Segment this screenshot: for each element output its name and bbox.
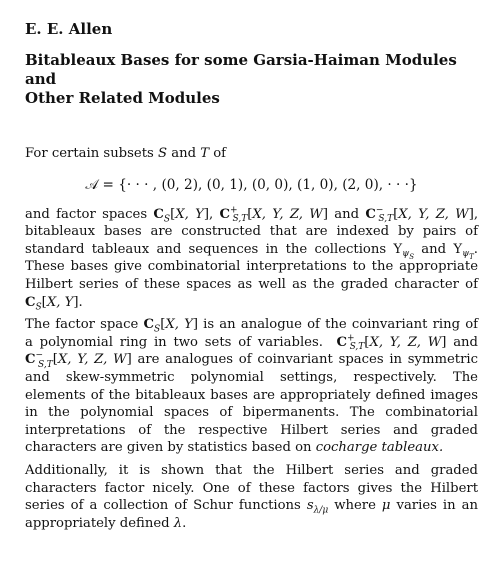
- title-line-2: Other Related Modules: [25, 89, 220, 107]
- paper-title: [25, 51, 478, 108]
- title-line-1: Bitableaux Bases for some Garsia-Haiman Modules and: [25, 51, 457, 88]
- paragraph-1: and factor spaces $C_S[X$, Y], $C^+_{S,T}[X$, Y, Z, W] and $C^-_{S,T}[X$, Y, Z, W], bitableaux bases are constructed that are indexed by pairs of standard tableaux and sequences in the collections $\Upsilon_{\psi_S}$ and $\Upsilon_{\psi_T}$. These bases give combinatorial interpretations to the appropriate Hilbert series of these spaces as well as the graded character of $C_S[X$, Y].: [25, 205, 479, 313]
- author-name: E. E. Allen: [25, 20, 113, 38]
- set-equation: 𝒜 = {· · · , (0, 2), (0, 1), (0, 0), (1, 0), (2, 0), · · ·}: [85, 176, 418, 193]
- paragraph-2: The factor space $C_S[X$, Y] is an analogue of the coinvariant ring of a polynomial ring in two sets of variables. $C^+_{S,T}[X$, Y, Z, W] and $C^-_{S,T}[X$, Y, Z, W] are analogues of coinvariant spaces in symmetric and skew-symmetric polynomial settings, respectively. The elements of the bitableaux bases are appropriately defined images in the polynomial spaces of bipermanents. The combinatorial interpretations of the respective Hilbert series and graded characters are given by statistics based on cocharge tableaux.: [25, 317, 479, 456]
- paragraph-3: Additionally, it is shown that the Hilbert series and graded characters factor nicely. One of these factors gives the Hilbert series of a collection of Schur functions $s_{\lambda/\mu}$ where μ varies in an appropriately defined λ.: [25, 462, 478, 531]
- intro-sentence: For certain subsets S and T of: [25, 146, 227, 161]
